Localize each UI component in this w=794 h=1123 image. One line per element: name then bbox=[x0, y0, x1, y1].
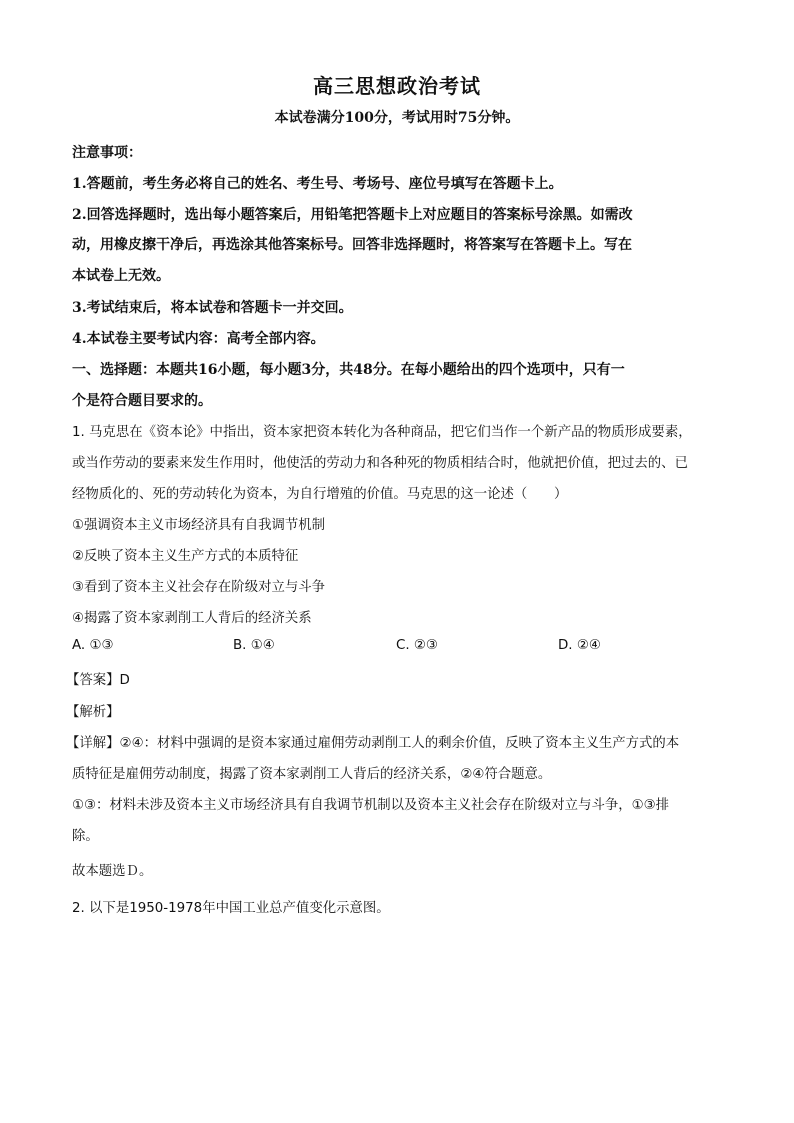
option-a: A. ①③ bbox=[72, 638, 114, 653]
notice-line: 动，用橡皮擦干净后，再选涂其他答案标号。回答非选择题时，将答案写在答题卡上。写在 bbox=[72, 237, 632, 253]
detail-line: 除。 bbox=[72, 829, 99, 844]
page-subtitle: 本试卷满分100分，考试用时75分钟。 bbox=[274, 110, 520, 126]
notice-line: 本试卷上无效。 bbox=[72, 268, 170, 284]
notice-heading: 注意事项： bbox=[72, 145, 142, 161]
detail-line: 【详解】②④：材料中强调的是资本家通过雇佣劳动剥削工人的剩余价值，反映了资本主义生产方式的本 bbox=[66, 736, 680, 751]
conclusion-line: 故本题选Ｄ。 bbox=[72, 864, 153, 879]
section-heading: 一、选择题：本题共16小题，每小题3分，共48分。在每小题给出的四个选项中，只有一 bbox=[72, 362, 625, 378]
option-d: D. ②④ bbox=[558, 638, 601, 653]
question-1-stem: 或当作劳动的要素来发生作用时，他使活的劳动力和各种死的物质相结合时，他就把价值，把过去的、已 bbox=[72, 456, 688, 471]
notice-line: 2.回答选择题时，选出每小题答案后，用铅笔把答题卡上对应题目的答案标号涂黑。如需改 bbox=[72, 207, 633, 223]
notice-line: 1.答题前，考生务必将自己的姓名、考生号、考场号、座位号填写在答题卡上。 bbox=[72, 176, 563, 192]
analysis-label: 【解析】 bbox=[66, 705, 120, 720]
question-2-stem: 2. 以下是1950-1978年中国工业总产值变化示意图。 bbox=[72, 901, 390, 916]
detail-line: 质特征是雇佣劳动制度，揭露了资本家剥削工人背后的经济关系，②④符合题意。 bbox=[72, 767, 552, 782]
statement-1: ①强调资本主义市场经济具有自我调节机制 bbox=[72, 518, 326, 533]
page-title: 高三思想政治考试 bbox=[313, 74, 481, 98]
detail-line: ①③：材料未涉及资本主义市场经济具有自我调节机制以及资本主义社会存在阶级对立与斗争，①③排 bbox=[72, 798, 670, 813]
option-b: B. ①④ bbox=[233, 638, 275, 653]
statement-2: ②反映了资本主义生产方式的本质特征 bbox=[72, 549, 299, 564]
option-c: C. ②③ bbox=[396, 638, 438, 653]
question-1-stem: 经物质化的、死的劳动转化为资本，为自行增殖的价值。马克思的这一论述（ ） bbox=[72, 487, 568, 502]
statement-4: ④揭露了资本家剥削工人背后的经济关系 bbox=[72, 611, 312, 626]
section-heading-cont: 个是符合题目要求的。 bbox=[72, 393, 212, 409]
notice-line: 4.本试卷主要考试内容：高考全部内容。 bbox=[72, 331, 325, 347]
notice-line: 3.考试结束后，将本试卷和答题卡一并交回。 bbox=[72, 300, 353, 316]
question-1-stem: 1. 马克思在《资本论》中指出，资本家把资本转化为各种商品，把它们当作一个新产品的物质形成要素， bbox=[72, 425, 692, 440]
statement-3: ③看到了资本主义社会存在阶级对立与斗争 bbox=[72, 580, 326, 595]
answer-label: 【答案】D bbox=[66, 673, 130, 688]
